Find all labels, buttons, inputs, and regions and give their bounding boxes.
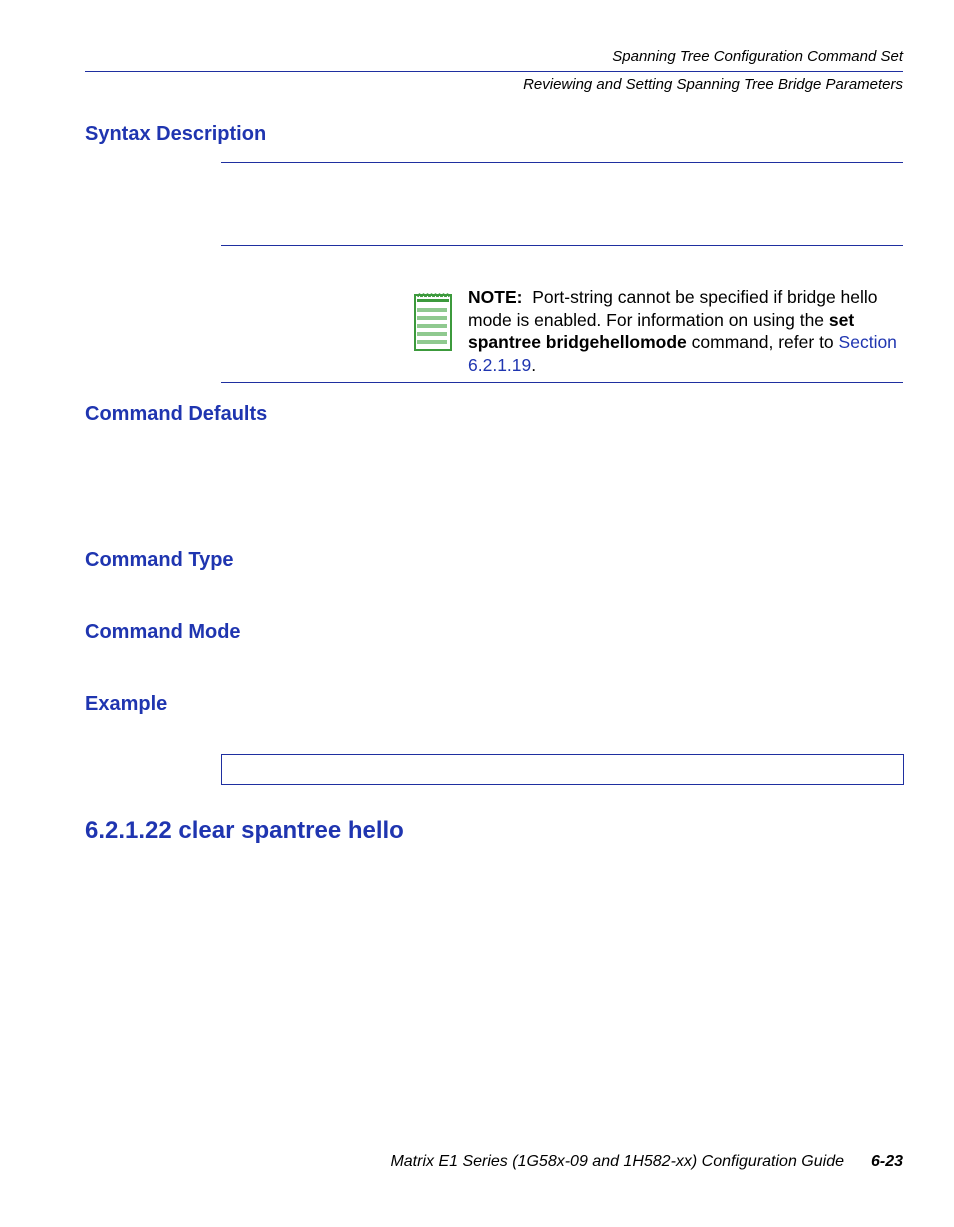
- example-box: [221, 754, 904, 785]
- table-top-rule: [221, 162, 903, 163]
- note-command: set spantree bridgehellomode: [468, 309, 855, 353]
- note-end: .: [531, 355, 537, 376]
- section-link[interactable]: Section 6.2.1.19: [468, 332, 897, 376]
- heading-command-mode: Command Mode: [85, 621, 241, 643]
- header-rule: [85, 71, 903, 72]
- table-bottom-rule: [221, 382, 903, 383]
- footer-page-number: 6-23: [870, 1153, 903, 1170]
- note-text-part1: Port-string cannot be specified if bridge hello mode is enabled. For information on using the: [468, 287, 878, 330]
- footer-guide-title: Matrix E1 Series (1G58x-09 and 1H582-xx) Configuration Guide: [390, 1153, 844, 1170]
- heading-command-type: Command Type: [85, 549, 234, 571]
- running-header-section: Reviewing and Setting Spanning Tree Bridge Parameters: [523, 76, 903, 93]
- table-row-rule: [221, 245, 903, 246]
- heading-syntax-description: Syntax Description: [85, 123, 267, 145]
- section-title: 6.2.1.22 clear spantree hello: [85, 817, 404, 844]
- note-text: [468, 286, 908, 377]
- note-text-part2: command, refer to: [686, 332, 834, 353]
- note-label: NOTE:: [468, 287, 523, 307]
- heading-command-defaults: Command Defaults: [85, 403, 268, 425]
- running-header-chapter: Spanning Tree Configuration Command Set: [612, 48, 903, 65]
- heading-example: Example: [85, 693, 168, 715]
- notepad-icon: [413, 290, 453, 352]
